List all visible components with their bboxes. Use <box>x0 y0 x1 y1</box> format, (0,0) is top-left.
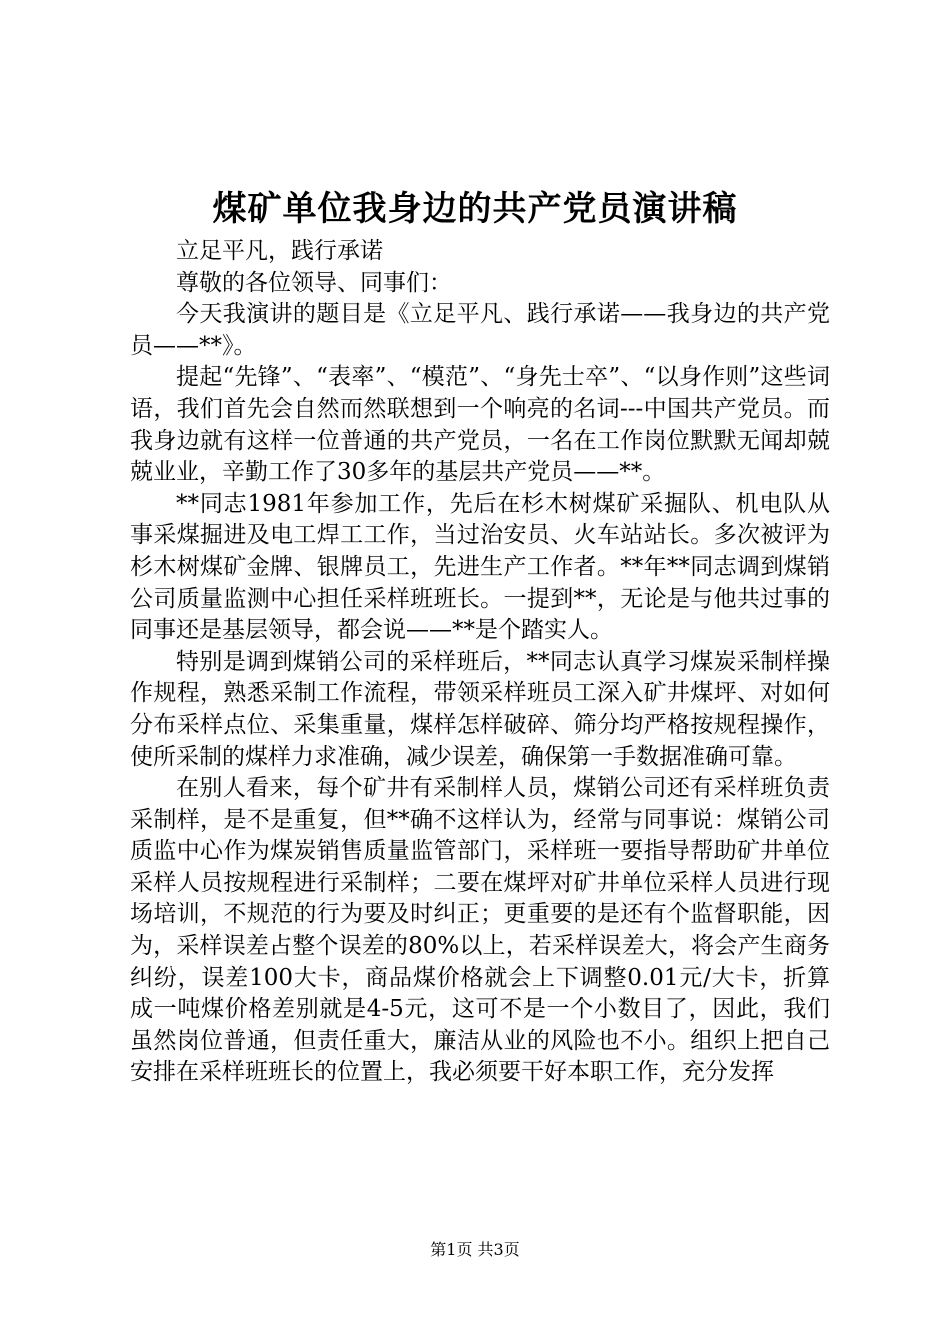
paragraph: 今天我演讲的题目是《立足平凡、践行承诺——我身边的共产党员——**》。 <box>130 301 830 359</box>
paragraph: 在别人看来，每个矿井有采制样人员，煤销公司还有采样班负责采制样，是不是重复，但**确不这样认为，经常与同事说：煤销公司质监中心作为煤炭销售质量监管部门，采样班一要指导帮助矿井单位采样人员按规程进行采制样；二要在煤坪对矿井单位采样人员进行现场培训，不规范的行为要及时纠正；更重要的是还有个监督职能，因为，采样误差占整个误差的80%以上，若采样误差大，将会产生商务纠纷，误差100大卡，商品煤价格就会上下调整0.01元/大卡，折算成一吨煤价格差别就是4-5元，这可不是一个小数目了，因此，我们虽然岗位普通，但责任重大，廉洁从业的风险也不小。组织上把自己安排在采样班班长的位置上，我必须要干好本职工作，充分发挥 <box>130 775 830 1086</box>
paragraph-subtitle: 立足平凡，践行承诺 <box>176 238 383 264</box>
page-number-footer: 第1页 共3页 <box>430 1240 520 1259</box>
paragraph: 特别是调到煤销公司的采样班后，**同志认真学习煤炭采制样操作规程，熟悉采制工作流程，带领采样班员工深入矿井煤坪、对如何分布采样点位、采集重量，煤样怎样破碎、筛分均严格按规程操作，使所采制的煤样力求准确，减少误差，确保第一手数据准确可靠。 <box>130 648 830 770</box>
paragraph: **同志1981年参加工作，先后在杉木树煤矿采掘队、机电队从事采煤掘进及电工焊工工作，当过治安员、火车站站长。多次被评为杉木树煤矿金牌、银牌员工，先进生产工作者。**年**同志调到煤销公司质量监测中心担任采样班班长。一提到**，无论是与他共过事的同事还是基层领导，都会说——**是个踏实人。 <box>130 490 830 644</box>
paragraph: 提起“先锋”、“表率”、“模范”、“身先士卒”、“以身作则”这些词语，我们首先会自然而然联想到一个响亮的名词---中国共产党员。而我身边就有这样一位普通的共产党员，一名在工作岗位默默无闻却兢兢业业，辛勤工作了30多年的基层共产党员——**。 <box>130 364 830 486</box>
document-title: 煤矿单位我身边的共产党员演讲稿 <box>212 189 738 229</box>
document-body <box>130 236 830 1089</box>
paragraph-salutation: 尊敬的各位领导、同事们： <box>176 269 452 296</box>
